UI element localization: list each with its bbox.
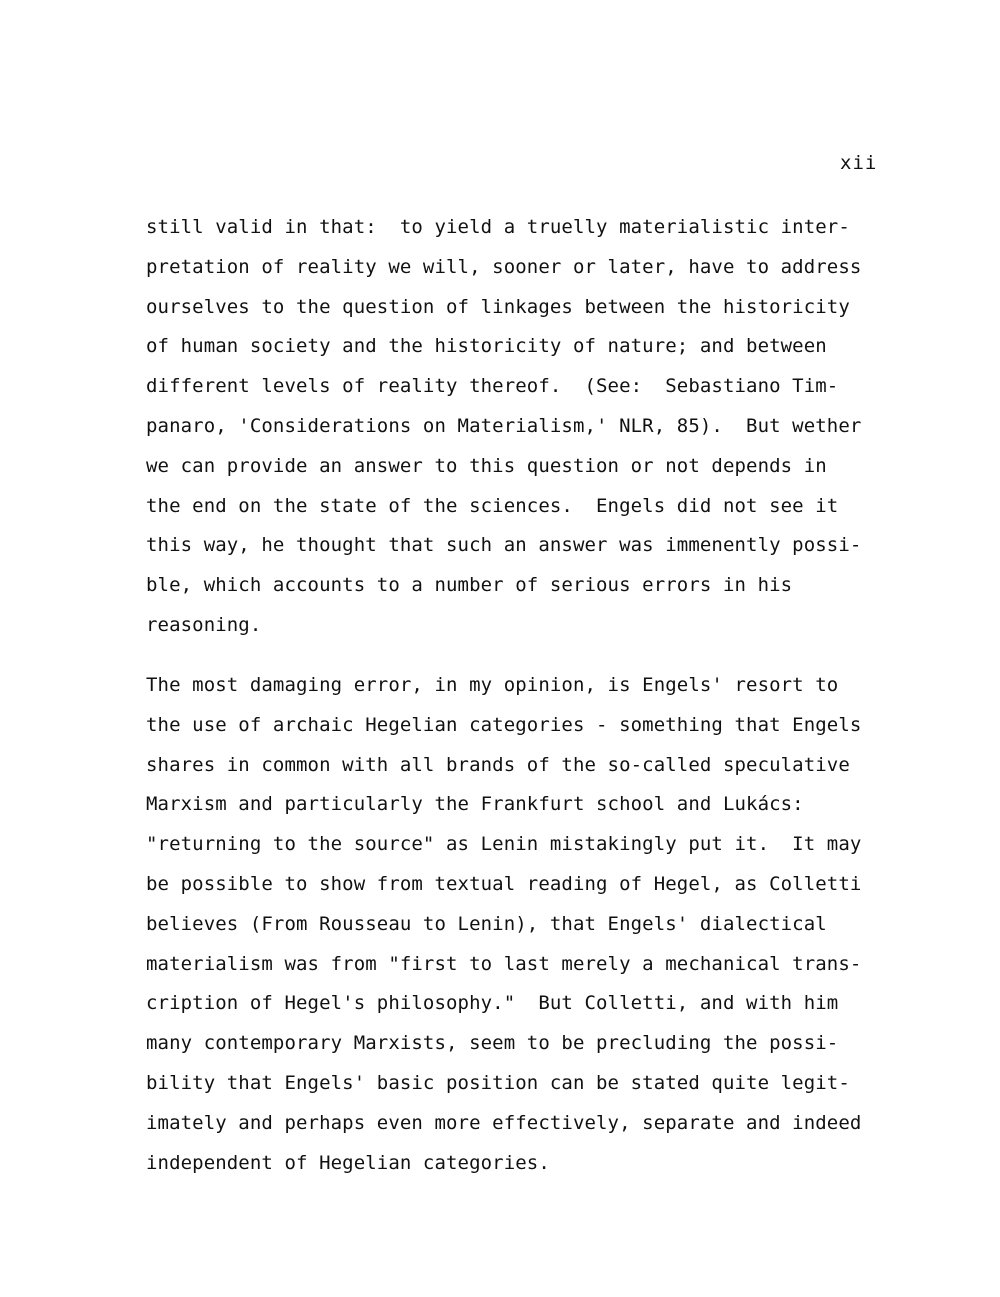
- text-line: of human society and the historicity of nature; and between: [146, 335, 827, 358]
- text-line: this way, he thought that such an answer was immenently possi-: [146, 534, 862, 557]
- text-line: the use of archaic Hegelian categories - something that Engels: [146, 713, 862, 736]
- text-line: bility that Engels' basic position can be stated quite legit-: [146, 1071, 850, 1094]
- text-line: shares in common with all brands of the so-called speculative: [146, 753, 850, 776]
- text-line: materialism was from "first to last merely a mechanical trans-: [146, 952, 862, 975]
- paragraph: [146, 208, 906, 646]
- text-line: "returning to the source" as Lenin mistakingly put it. It may: [146, 833, 862, 856]
- text-line: cription of Hegel's philosophy." But Colletti, and with him: [146, 992, 839, 1015]
- text-line: The most damaging error, in my opinion, is Engels' resort to: [146, 674, 839, 696]
- text-line: reasoning.: [146, 613, 262, 636]
- text-line: pretation of reality we will, sooner or later, have to address: [146, 255, 862, 278]
- text-line: we can provide an answer to this question or not depends in: [146, 454, 827, 477]
- text-line: Marxism and particularly the Frankfurt school and Lukács:: [146, 793, 804, 816]
- text-line: independent of Hegelian categories.: [146, 1151, 550, 1174]
- text-line: be possible to show from textual reading of Hegel, as Colletti: [146, 872, 862, 895]
- page-number: xii: [840, 152, 878, 174]
- paragraph: [146, 666, 906, 1183]
- text-line: ble, which accounts to a number of serious errors in his: [146, 574, 793, 597]
- text-line: many contemporary Marxists, seem to be precluding the possi-: [146, 1032, 839, 1055]
- text-line: believes (From Rousseau to Lenin), that Engels' dialectical: [146, 912, 827, 935]
- text-line: imately and perhaps even more effectively, separate and indeed: [146, 1111, 862, 1134]
- text-line: ourselves to the question of linkages between the historicity: [146, 295, 850, 318]
- text-line: different levels of reality thereof. (See: Sebastiano Tim-: [146, 375, 839, 398]
- text-line: panaro, 'Considerations on Materialism,' NLR, 85). But wether: [146, 414, 862, 437]
- text-line: still valid in that: to yield a truelly materialistic inter-: [146, 216, 850, 238]
- text-line: the end on the state of the sciences. Engels did not see it: [146, 494, 839, 517]
